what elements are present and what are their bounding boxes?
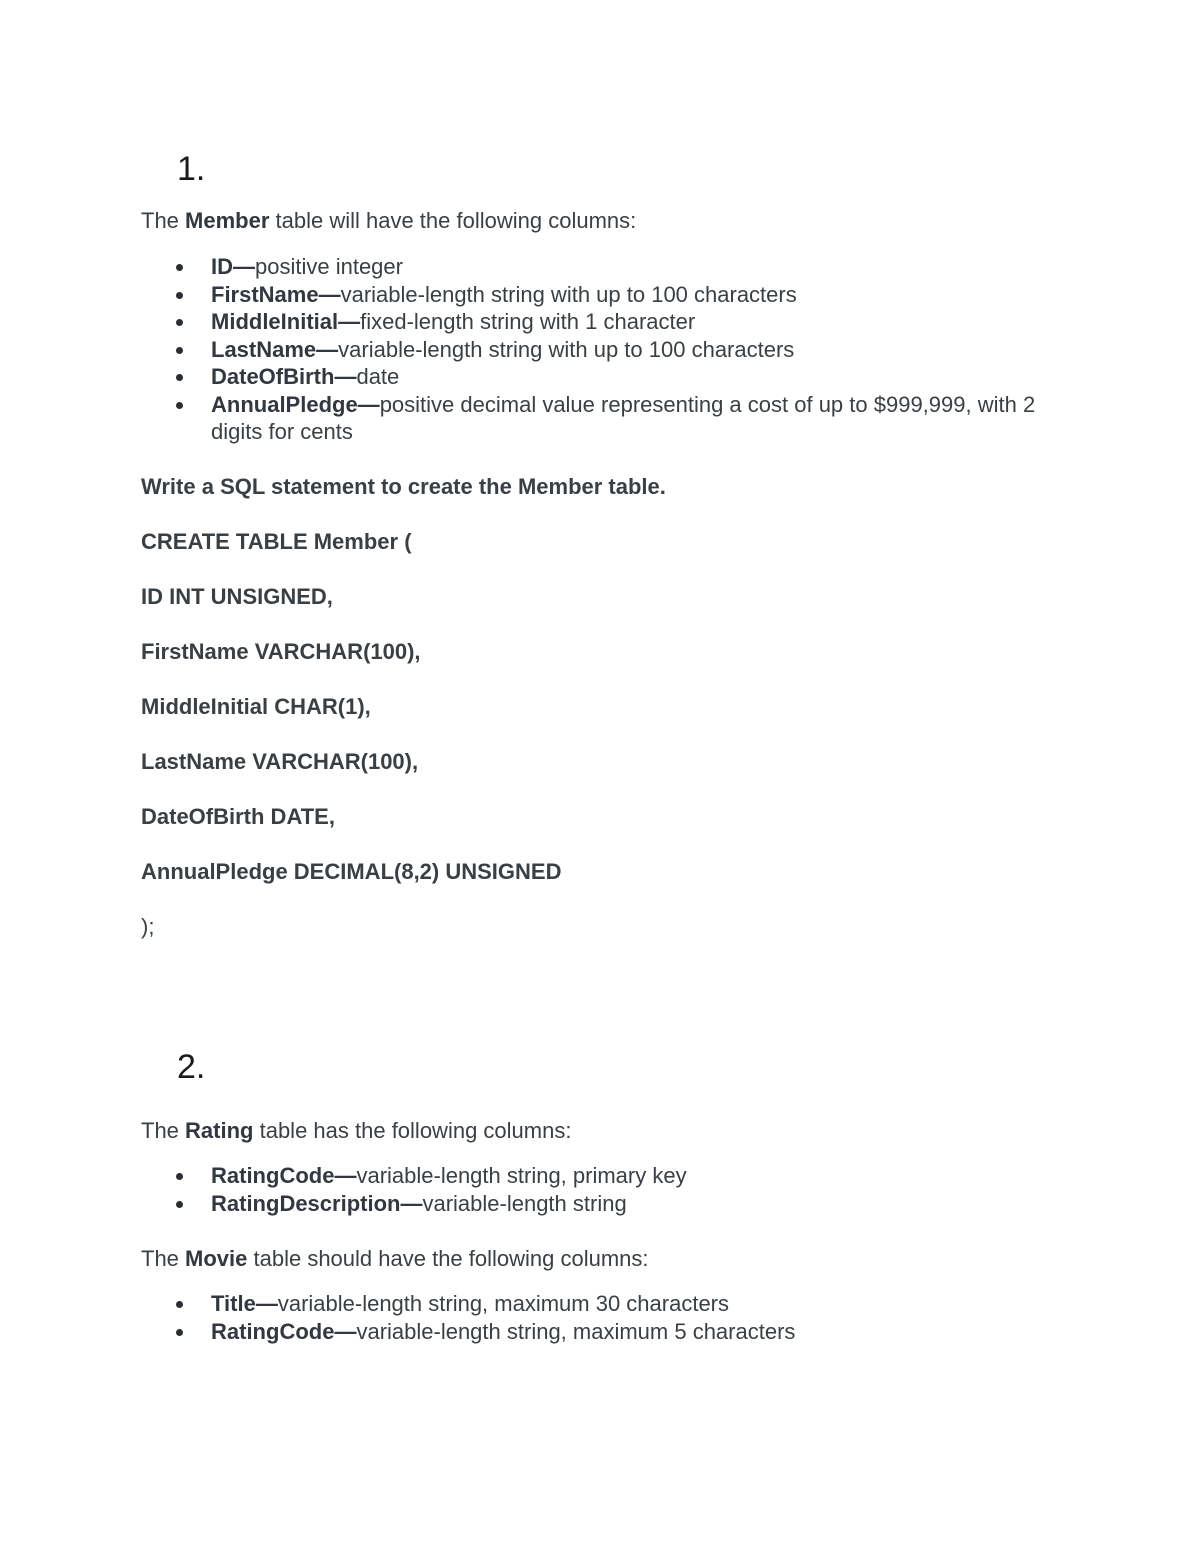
member-intro: The Member table will have the following columns: bbox=[141, 208, 637, 233]
bullet-icon bbox=[176, 402, 183, 409]
member-columns-list bbox=[141, 253, 1041, 446]
bullet-icon bbox=[176, 319, 183, 326]
bullet-icon bbox=[176, 1201, 183, 1208]
bullet-icon bbox=[176, 374, 183, 381]
rating-columns-list bbox=[141, 1162, 1041, 1217]
rating-table-name: Rating bbox=[185, 1118, 254, 1143]
sql-line: DateOfBirth DATE, bbox=[141, 804, 335, 829]
list-item: RatingDescription—variable-length string bbox=[141, 1190, 1041, 1218]
list-item: FirstName—variable-length string with up to 100 characters bbox=[141, 281, 1041, 309]
sql-line: ID INT UNSIGNED, bbox=[141, 584, 333, 609]
movie-intro: The Movie table should have the following columns: bbox=[141, 1246, 649, 1271]
sql-line: ); bbox=[141, 914, 155, 939]
sql-prompt: Write a SQL statement to create the Member table. bbox=[141, 474, 666, 499]
sql-line: CREATE TABLE Member ( bbox=[141, 529, 412, 554]
list-item: LastName—variable-length string with up to 100 characters bbox=[141, 336, 1041, 364]
sql-line: FirstName VARCHAR(100), bbox=[141, 639, 421, 664]
list-item: ID—positive integer bbox=[141, 253, 1041, 281]
list-item: RatingCode—variable-length string, primary key bbox=[141, 1162, 1041, 1190]
movie-columns-list bbox=[141, 1290, 1041, 1345]
list-item: RatingCode—variable-length string, maximum 5 characters bbox=[141, 1318, 1041, 1346]
list-item: AnnualPledge—positive decimal value representing a cost of up to $999,999, with 2 digits for cents bbox=[141, 391, 1041, 446]
sql-line: AnnualPledge DECIMAL(8,2) UNSIGNED bbox=[141, 859, 562, 884]
list-item: Title—variable-length string, maximum 30 characters bbox=[141, 1290, 1041, 1318]
member-table-name: Member bbox=[185, 208, 270, 233]
bullet-icon bbox=[176, 292, 183, 299]
bullet-icon bbox=[176, 1329, 183, 1336]
movie-table-name: Movie bbox=[185, 1246, 248, 1271]
bullet-icon bbox=[176, 1173, 183, 1180]
section-1-number: 1. bbox=[177, 150, 206, 188]
section-2-number: 2. bbox=[177, 1048, 206, 1086]
rating-intro: The Rating table has the following columns: bbox=[141, 1118, 572, 1143]
bullet-icon bbox=[176, 347, 183, 354]
list-item: DateOfBirth—date bbox=[141, 363, 1041, 391]
sql-line: MiddleInitial CHAR(1), bbox=[141, 694, 371, 719]
list-item: MiddleInitial—fixed-length string with 1 character bbox=[141, 308, 1041, 336]
sql-line: LastName VARCHAR(100), bbox=[141, 749, 419, 774]
bullet-icon bbox=[176, 264, 183, 271]
bullet-icon bbox=[176, 1301, 183, 1308]
